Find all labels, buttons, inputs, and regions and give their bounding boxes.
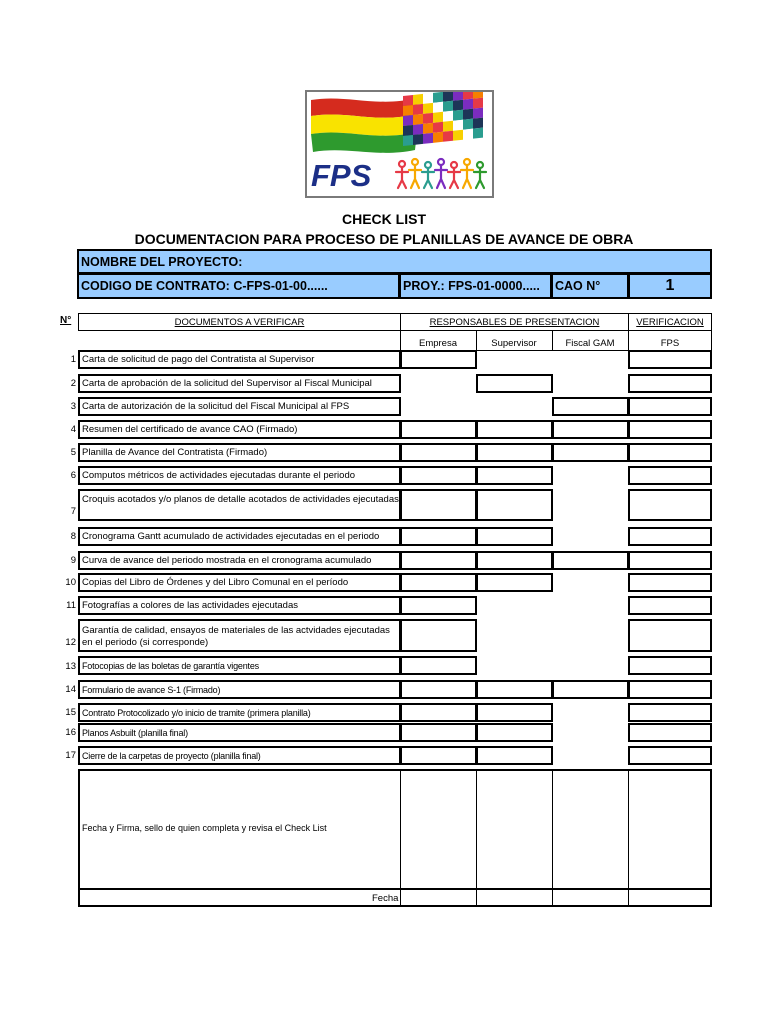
checkbox-fps[interactable]	[628, 656, 712, 675]
row-number: 10	[65, 577, 76, 588]
row-document: Formulario de avance S-1 (Firmado)	[78, 680, 401, 699]
row-document: Garantía de calidad, ensayos de materiales de las actvidades ejecutadas en el periodo (si corresponde)	[78, 619, 401, 652]
row-number: 8	[70, 531, 76, 542]
checkbox-fps[interactable]	[628, 723, 712, 742]
checkbox-empresa[interactable]	[400, 680, 477, 699]
row-number: 5	[70, 447, 76, 458]
row-document: Curva de avance del periodo mostrada en el cronograma acumulado	[78, 551, 401, 570]
row-document: Croquis acotados y/o planos de detalle acotados de actividades ejecutadas	[78, 489, 401, 521]
checkbox-fps[interactable]	[628, 489, 712, 521]
checkbox-fps[interactable]	[628, 420, 712, 439]
checkbox-supervisor[interactable]	[476, 466, 553, 485]
signature-supervisor[interactable]	[477, 770, 552, 888]
checkbox-empresa[interactable]	[400, 703, 477, 722]
checkbox-empresa[interactable]	[400, 466, 477, 485]
checkbox-empresa[interactable]	[400, 489, 477, 521]
checkbox-empresa[interactable]	[400, 573, 477, 592]
row-number: 4	[70, 424, 76, 435]
row-number: 17	[65, 750, 76, 761]
row-document: Cierre de la carpetas de proyecto (planilla final)	[78, 746, 401, 765]
checkbox-fiscal-gam[interactable]	[552, 397, 629, 416]
row-number: 11	[66, 600, 76, 611]
checkbox-supervisor[interactable]	[476, 703, 553, 722]
checkbox-fiscal-gam[interactable]	[552, 551, 629, 570]
checkbox-fps[interactable]	[628, 466, 712, 485]
checkbox-fps[interactable]	[628, 680, 712, 699]
row-document: Copias del Libro de Órdenes y del Libro Comunal en el período	[78, 573, 401, 592]
number-column-header: N°	[60, 315, 72, 326]
cao-label: CAO N°	[551, 273, 629, 299]
row-number: 1	[70, 354, 76, 365]
row-document: Resumen del certificado de avance CAO (Firmado)	[78, 420, 401, 439]
checkbox-supervisor[interactable]	[476, 680, 553, 699]
checkbox-fps[interactable]	[628, 551, 712, 570]
fps-logo	[305, 90, 494, 198]
project-code-field: PROY.: FPS-01-0000.....	[399, 273, 552, 299]
row-number: 2	[70, 378, 76, 389]
row-document: Planilla de Avance del Contratista (Firmado)	[78, 443, 401, 462]
row-document: Contrato Protocolizado y/o inicio de tramite (primera planilla)	[78, 703, 401, 722]
checkbox-fps[interactable]	[628, 397, 712, 416]
checkbox-fps[interactable]	[628, 350, 712, 369]
checkbox-empresa[interactable]	[400, 723, 477, 742]
cao-number: 1	[628, 273, 712, 299]
date-supervisor[interactable]	[477, 890, 552, 906]
row-number: 12	[65, 637, 76, 648]
checkbox-fps[interactable]	[628, 596, 712, 615]
checkbox-supervisor[interactable]	[476, 374, 553, 393]
checkbox-supervisor[interactable]	[476, 746, 553, 765]
checkbox-empresa[interactable]	[400, 746, 477, 765]
date-fiscal-gam[interactable]	[553, 890, 628, 906]
row-number: 6	[70, 470, 76, 481]
row-number: 7	[70, 506, 76, 517]
signature-fiscal-gam[interactable]	[553, 770, 628, 888]
checkbox-empresa[interactable]	[400, 619, 477, 652]
row-number: 13	[65, 661, 76, 672]
document-title: CHECK LIST	[342, 211, 426, 227]
row-number: 3	[70, 401, 76, 412]
col-fiscal-gam: Fiscal GAM	[565, 338, 615, 349]
checkbox-supervisor[interactable]	[476, 573, 553, 592]
checkbox-fiscal-gam[interactable]	[552, 443, 629, 462]
signature-label: Fecha y Firma, sello de quien completa y revisa el Check List	[82, 823, 327, 833]
checkbox-fps[interactable]	[628, 527, 712, 546]
document-subtitle: DOCUMENTACION PARA PROCESO DE PLANILLAS DE AVANCE DE OBRA	[134, 231, 634, 247]
date-fps[interactable]	[629, 890, 711, 906]
checkbox-empresa[interactable]	[400, 350, 477, 369]
checkbox-fiscal-gam[interactable]	[552, 680, 629, 699]
row-document: Fotografías a colores de las actividades ejecutadas	[78, 596, 401, 615]
checkbox-fps[interactable]	[628, 619, 712, 652]
row-document: Planos Asbuilt (planilla final)	[78, 723, 401, 742]
logo-wordmark: FPS	[311, 158, 372, 193]
checkbox-fps[interactable]	[628, 374, 712, 393]
row-number: 14	[65, 684, 76, 695]
project-name-field: NOMBRE DEL PROYECTO:	[77, 249, 712, 274]
checkbox-supervisor[interactable]	[476, 420, 553, 439]
checkbox-empresa[interactable]	[400, 443, 477, 462]
checkbox-supervisor[interactable]	[476, 527, 553, 546]
checkbox-empresa[interactable]	[400, 656, 477, 675]
date-empresa[interactable]	[401, 890, 476, 906]
checkbox-fps[interactable]	[628, 443, 712, 462]
row-number: 16	[65, 727, 76, 738]
row-document: Carta de solicitud de pago del Contratista al Supervisor	[78, 350, 401, 369]
checkbox-empresa[interactable]	[400, 551, 477, 570]
row-number: 15	[65, 707, 76, 718]
date-label: Fecha	[372, 893, 399, 904]
col-fps: FPS	[660, 338, 680, 349]
checkbox-empresa[interactable]	[400, 527, 477, 546]
checkbox-supervisor[interactable]	[476, 443, 553, 462]
row-document: Cronograma Gantt acumulado de actividades ejecutadas en el periodo	[78, 527, 401, 546]
checkbox-fiscal-gam[interactable]	[552, 420, 629, 439]
signature-empresa[interactable]	[401, 770, 476, 888]
row-number: 9	[70, 555, 76, 566]
checkbox-empresa[interactable]	[400, 420, 477, 439]
checkbox-fps[interactable]	[628, 746, 712, 765]
checkbox-fps[interactable]	[628, 703, 712, 722]
signature-fps[interactable]	[629, 770, 711, 888]
responsibles-column-header: RESPONSABLES DE PRESENTACION	[429, 316, 600, 328]
row-document: Carta de autorización de la solicitud del Fiscal Municipal al FPS	[78, 397, 401, 416]
documents-column-header: DOCUMENTOS A VERIFICAR	[174, 316, 305, 328]
checkbox-empresa[interactable]	[400, 596, 477, 615]
checkbox-supervisor[interactable]	[476, 551, 553, 570]
contract-code-field: CODIGO DE CONTRATO: C-FPS-01-00......	[77, 273, 400, 299]
col-supervisor: Supervisor	[491, 338, 537, 349]
col-empresa: Empresa	[418, 338, 457, 349]
checkbox-supervisor[interactable]	[476, 723, 553, 742]
row-document: Fotocopias de las boletas de garantía vigentes	[78, 656, 401, 675]
row-document: Carta de aprobación de la solicitud del Supervisor al Fiscal Municipal	[78, 374, 401, 393]
checkbox-fps[interactable]	[628, 573, 712, 592]
verification-column-header: VERIFICACION	[636, 316, 704, 328]
row-document: Computos métricos de actividades ejecutadas durante el periodo	[78, 466, 401, 485]
checkbox-supervisor[interactable]	[476, 489, 553, 521]
